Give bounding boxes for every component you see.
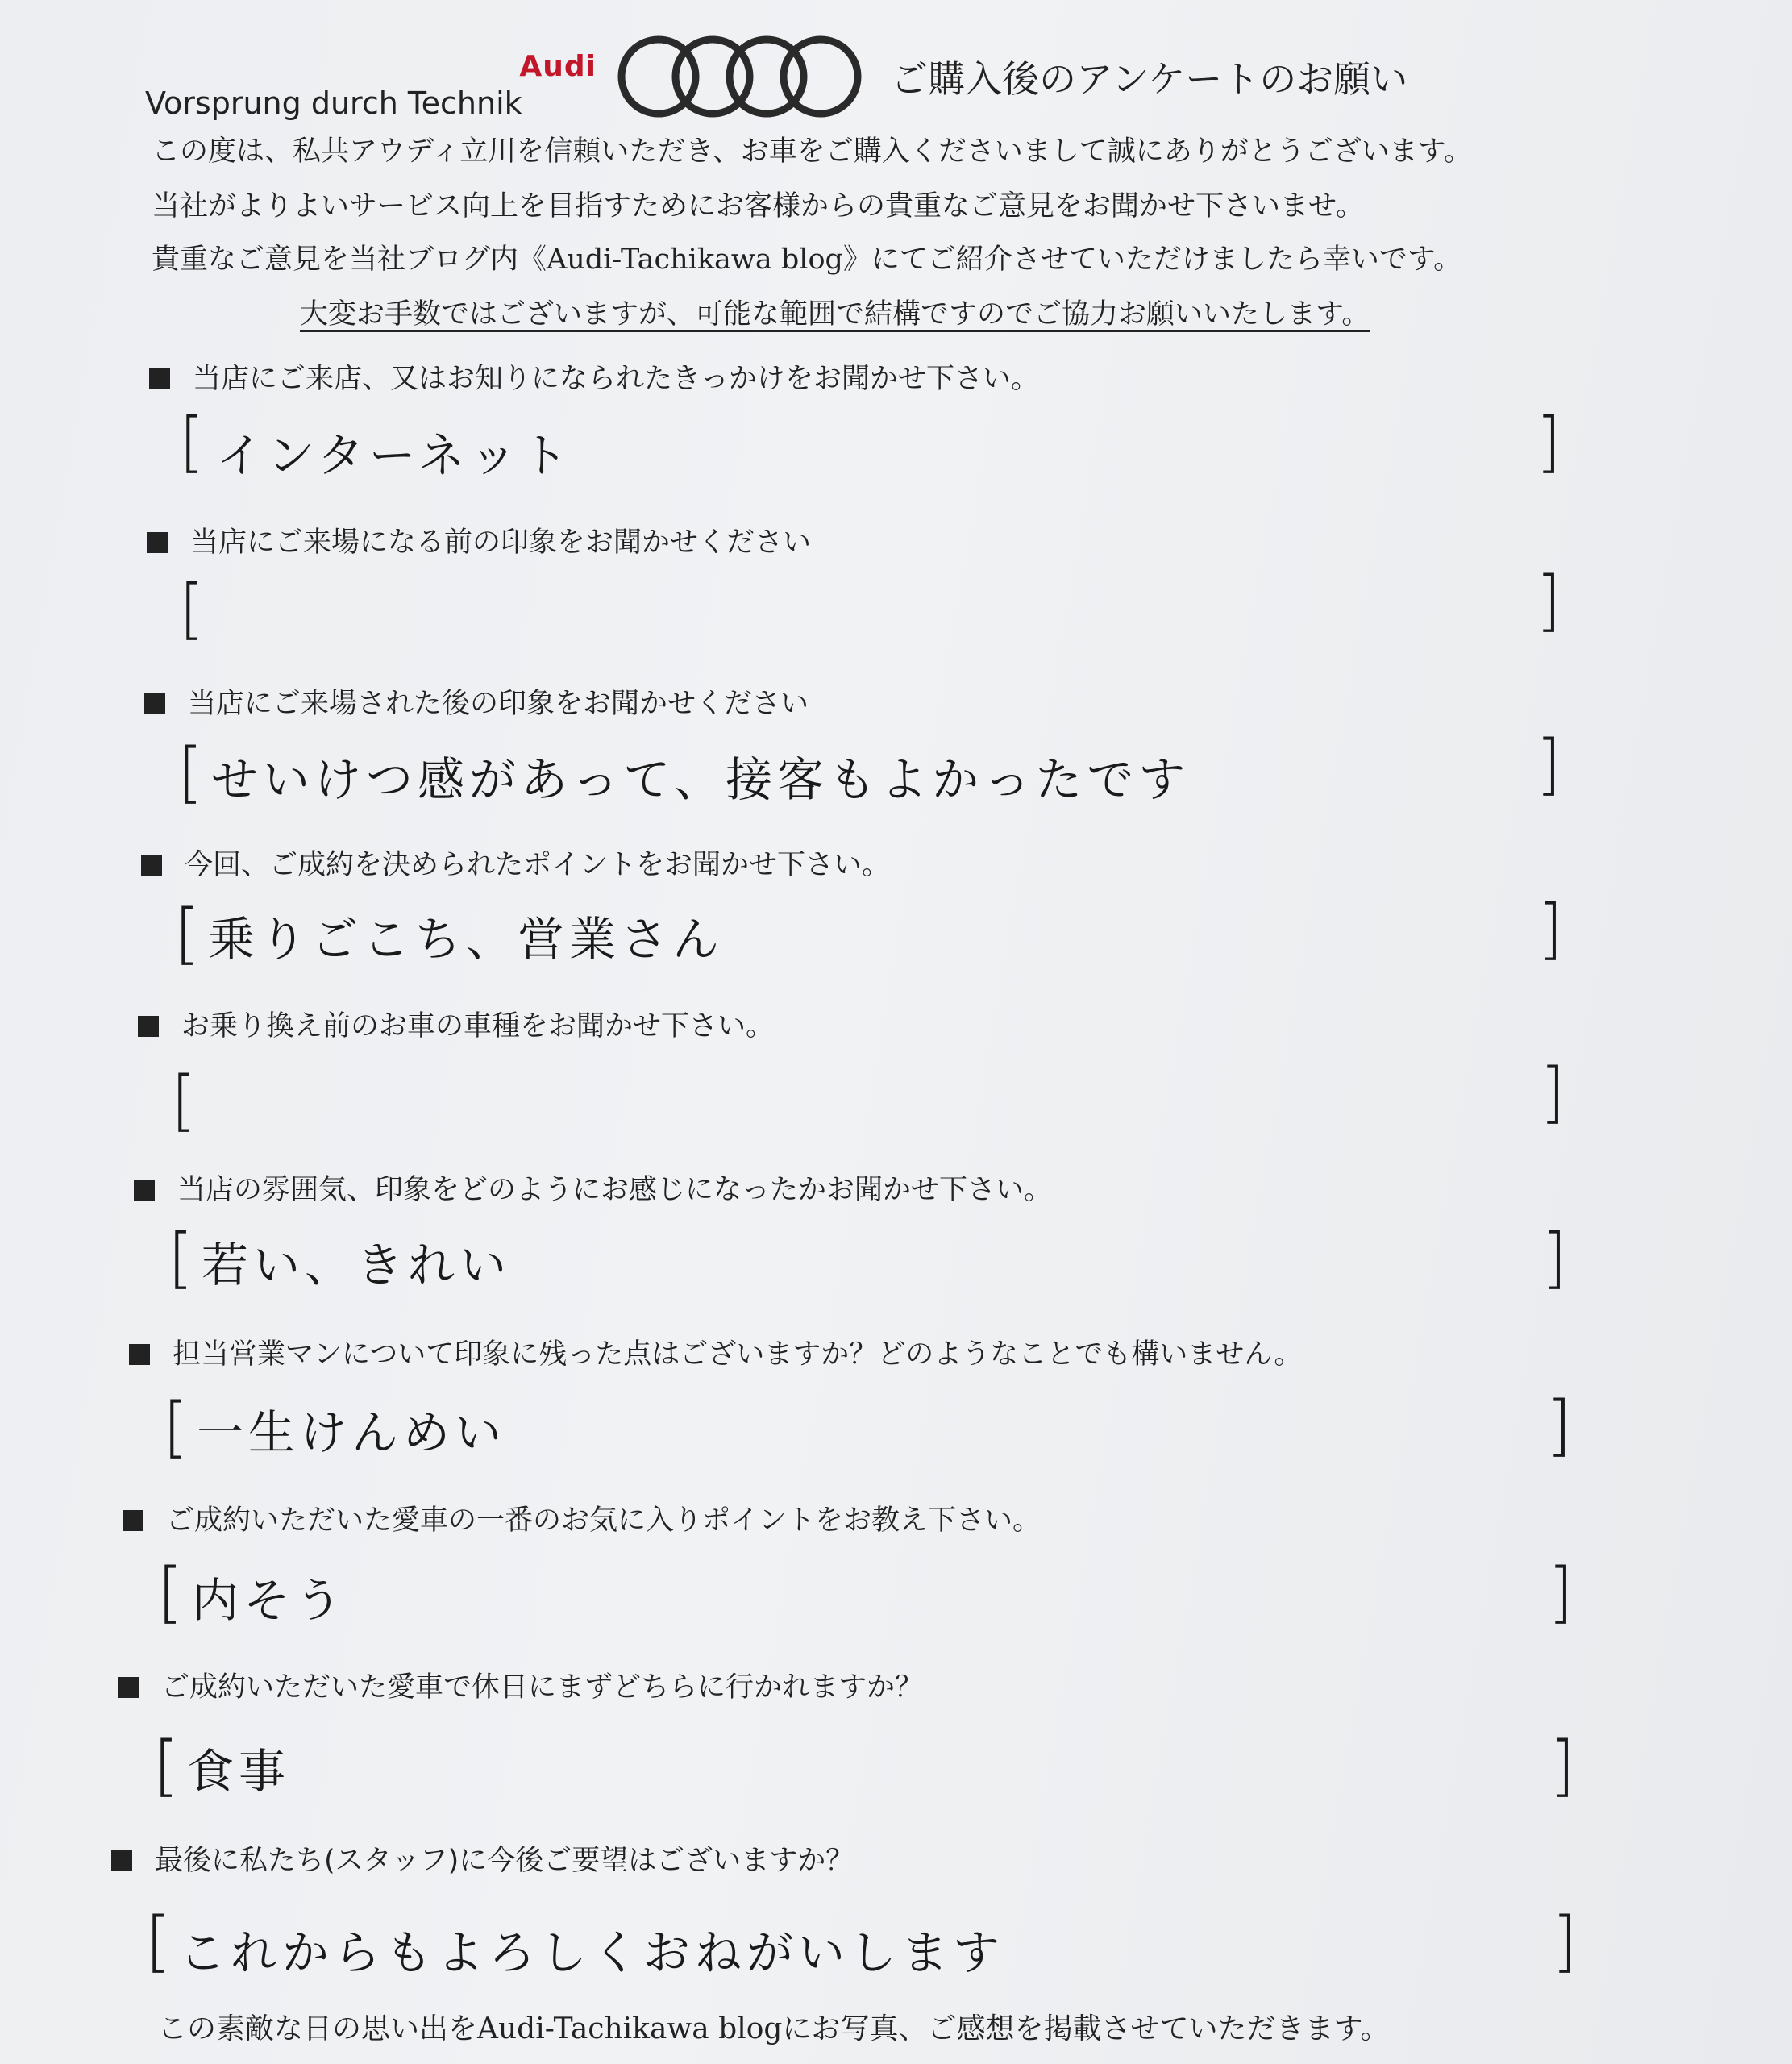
brand-name: Audi [519,50,597,83]
bullet-square-icon [141,855,162,876]
close-bracket: ] [1546,1388,1572,1464]
page-title: ご購入後のアンケートのお願い [891,57,1408,101]
close-bracket: ] [1537,891,1563,968]
close-bracket: ] [1540,1055,1565,1131]
answer-7[interactable]: 一生けんめい [197,1405,507,1460]
question-7 [129,1332,1302,1372]
question-text: お乗り換え前のお車の車種をお聞かせ下さい。 [181,1010,775,1042]
answer-10[interactable]: これからもよろしくおねがいします [179,1925,1005,1980]
bullet-square-icon [134,1180,155,1201]
open-bracket: [ [168,1220,193,1296]
open-bracket: [ [163,1389,189,1466]
brand-slogan: Vorsprung durch Technik [145,85,522,121]
close-bracket: ] [1536,726,1561,803]
close-bracket: ] [1552,1904,1578,1980]
intro-line: この度は、私共アウディ立川を信頼いただき、お車をご購入くださいまして誠にありがとうございます。 [152,135,1473,168]
answer-3[interactable]: せいけつ感があって、接客もよかったです [211,752,1191,807]
answer-1[interactable]: インターネット [216,428,573,483]
close-bracket: ] [1536,563,1561,639]
open-bracket: [ [171,1063,197,1139]
open-bracket: [ [145,1904,171,1980]
answer-4[interactable]: 乗りごこち、営業さん [208,912,725,967]
bullet-square-icon [144,693,165,714]
brand-logo [145,50,597,123]
open-bracket: [ [177,734,203,811]
question-5 [138,1004,774,1044]
question-text: ご成約いただいた愛車の一番のお気に入りポイントをお教え下さい。 [166,1504,1042,1537]
intro-line: 貴重なご意見を当社ブログ内《Audi-Tachikawa blog》にてご紹介させていただけましたら幸いです。 [152,243,1462,276]
answer-6[interactable]: 若い、きれい [202,1238,512,1292]
bullet-square-icon [138,1016,159,1037]
question-text: 今回、ご成約を決められたポイントをお聞かせ下さい。 [185,849,891,881]
question-8 [123,1498,1041,1538]
open-bracket: [ [179,571,205,647]
question-2 [147,520,811,560]
footer-note: この素敵な日の思い出をAudi-Tachikawa blogにお写真、ご感想を掲載させていただきます。 [158,2012,1390,2045]
answer-9[interactable]: 食事 [187,1744,291,1799]
bullet-square-icon [129,1344,150,1365]
question-1 [149,356,1039,397]
question-text: 当店にご来場された後の印象をお聞かせください [188,688,809,720]
close-bracket: ] [1548,1554,1574,1631]
question-9 [118,1665,923,1705]
close-bracket: ] [1541,1220,1567,1296]
close-bracket: ] [1536,404,1561,481]
close-bracket: ] [1549,1728,1575,1804]
question-text: 当店にご来場になる前の印象をお聞かせください [190,526,812,559]
open-bracket: [ [174,896,200,972]
bullet-square-icon [147,532,168,553]
question-text: 当店の雰囲気、印象をどのようにお感じになったかお聞かせ下さい。 [177,1174,1053,1206]
question-text: ご成約いただいた愛車で休日にまずどちらに行かれますか？ [161,1671,924,1704]
question-6 [134,1167,1052,1208]
question-3 [144,681,809,722]
answer-8[interactable]: 内そう [192,1573,347,1628]
intro-request-line: 大変お手数ではございますが、可能な範囲で結構ですのでご協力お願いいたします。 [300,298,1370,331]
bullet-square-icon [123,1510,143,1531]
open-bracket: [ [179,404,205,481]
audi-rings-icon [609,32,867,121]
question-text: 担当営業マンについて印象に残った点はございますか？どのようなことでも構いません。 [173,1338,1303,1371]
question-10 [111,1838,854,1879]
question-text: 最後に私たち(スタッフ)に今後ご要望はございますか？ [155,1845,854,1877]
bullet-square-icon [118,1677,139,1698]
bullet-square-icon [149,368,170,389]
bullet-square-icon [111,1850,132,1871]
intro-line: 当社がよりよいサービス向上を目指すためにお客様からの貴重なご意見をお聞かせ下さいませ。 [152,190,1364,223]
question-text: 当店にご来店、又はお知りになられたきっかけをお聞かせ下さい。 [193,363,1040,395]
open-bracket: [ [153,1728,179,1804]
question-4 [141,843,890,883]
open-bracket: [ [157,1554,183,1631]
